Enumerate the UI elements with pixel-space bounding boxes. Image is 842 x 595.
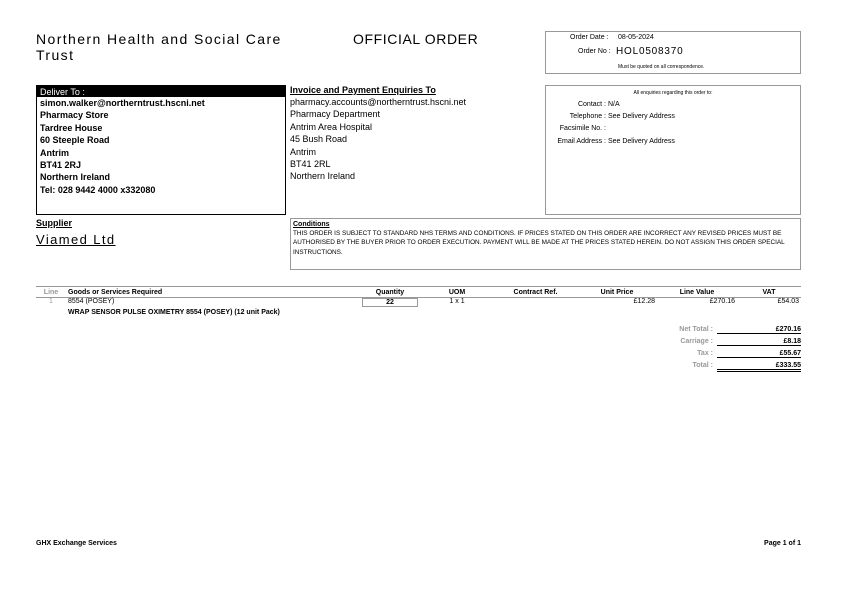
col-header-goods: Goods or Services Required <box>66 287 360 298</box>
total-value: £333.55 <box>717 362 801 372</box>
line-value-value: £270.16 <box>709 298 735 305</box>
table-row-description <box>36 309 801 320</box>
email-label: Email Address : <box>557 138 606 145</box>
carriage-row <box>640 338 801 348</box>
footer-service: GHX Exchange Services <box>36 540 117 547</box>
email-value: See Delivery Address <box>607 138 675 145</box>
tax-value: £55.67 <box>717 350 801 358</box>
conditions-heading: Conditions <box>293 221 330 228</box>
invoice-line: 45 Bush Road <box>290 134 348 145</box>
order-note: Must be quoted on all correspondence. <box>618 64 705 70</box>
net-total-row <box>640 326 801 336</box>
trust-name: Northern Health and Social Care Trust <box>36 31 282 63</box>
col-header-unit-price: Unit Price <box>577 287 657 298</box>
supplier-heading: Supplier <box>36 218 73 228</box>
page-number: Page 1 of 1 <box>764 540 801 547</box>
order-no-label: Order No : <box>578 48 611 55</box>
table-header-row <box>36 287 801 298</box>
contact-row <box>546 101 620 108</box>
deliver-line: Tardree House <box>40 122 103 133</box>
deliver-line: BT41 2RJ <box>40 160 82 171</box>
net-total-label: Net Total : <box>679 326 713 333</box>
deliver-phone: Tel: 028 9442 4000 x332080 <box>40 184 156 195</box>
uom-value: 1 x 1 <box>449 298 465 305</box>
empty-cell <box>36 309 66 320</box>
col-header-line-value: Line Value <box>657 287 737 298</box>
deliver-line: Northern Ireland <box>40 172 111 183</box>
conditions-text: THIS ORDER IS SUBJECT TO STANDARD NHS TERMS AND CONDITIONS. IF PRICES STATED ON THIS ORDER ARE INCORRECT ANY REVISED PRICES MUST BE AUTHORISED BY THE BUYER PRIOR TO ORDER EXECUTION. PAYMENT WILL BE MADE AT THE PRICES STATED HEREIN. DO NOT ASSIGN THIS ORDER SPECIAL INSTRUCTIONS. <box>293 230 785 256</box>
order-number: HOL0508370 <box>616 46 684 57</box>
deliver-to-box <box>36 85 286 215</box>
deliver-email: simon.walker@northerntrust.hscni.net <box>40 98 205 108</box>
telephone-value: See Delivery Address <box>607 113 675 120</box>
col-header-contract-ref: Contract Ref. <box>494 287 577 298</box>
deliver-line: 60 Steeple Road <box>40 135 110 146</box>
unit-price-value: £12.28 <box>633 298 655 305</box>
net-total-value: £270.16 <box>717 326 801 334</box>
facsimile-row <box>546 125 606 132</box>
invoice-heading: Invoice and Payment Enquiries To <box>290 85 436 95</box>
col-header-line: Line <box>36 287 66 298</box>
telephone-row <box>546 113 675 120</box>
enquiries-box <box>546 85 801 215</box>
order-info-box <box>545 31 801 74</box>
tax-row <box>640 350 801 360</box>
invoice-line: Northern Ireland <box>290 171 356 182</box>
invoice-line: BT41 2RL <box>290 159 331 170</box>
supplier-name: Viamed Ltd <box>36 232 116 247</box>
col-header-quantity: Quantity <box>360 287 420 298</box>
enquiries-note: All enquiries regarding this order to: <box>633 90 713 96</box>
carriage-value: £8.18 <box>717 338 801 346</box>
line-number: 1 <box>49 298 53 305</box>
telephone-label: Telephone : <box>569 113 606 120</box>
quantity-value: 22 <box>362 298 418 307</box>
goods-code: 8554 (POSEY) <box>68 298 115 305</box>
col-header-uom: UOM <box>420 287 494 298</box>
invoice-email: pharmacy.accounts@northerntrust.hscni.net <box>290 97 467 107</box>
order-date-label: Order Date : <box>570 34 609 41</box>
order-date: 08-05-2024 <box>618 34 654 41</box>
table-row <box>36 298 801 309</box>
contract-ref-value <box>494 298 577 309</box>
invoice-enquiries <box>290 85 545 215</box>
deliver-to-heading: Deliver To : <box>37 86 285 97</box>
invoice-line: Pharmacy Department <box>290 109 381 120</box>
conditions-box <box>290 218 801 270</box>
contact-label: Contact : <box>577 101 606 108</box>
col-header-vat: VAT <box>737 287 801 298</box>
order-lines-table <box>36 286 801 320</box>
deliver-line: Antrim <box>40 147 69 158</box>
contact-value: N/A <box>607 101 620 108</box>
vat-value: £54.03 <box>777 298 799 305</box>
invoice-line: Antrim Area Hospital <box>290 121 373 132</box>
goods-description: WRAP SENSOR PULSE OXIMETRY 8554 (POSEY) (12 unit Pack) <box>68 308 280 316</box>
tax-label: Tax : <box>697 350 713 357</box>
email-row <box>546 138 675 145</box>
invoice-line: Antrim <box>290 146 317 157</box>
total-label: Total : <box>692 362 713 369</box>
total-row <box>640 362 801 372</box>
carriage-label: Carriage : <box>680 338 713 345</box>
deliver-to-address <box>37 97 285 196</box>
deliver-line: Pharmacy Store <box>40 110 109 121</box>
document-title: OFFICIAL ORDER <box>353 31 479 47</box>
quantity-cell <box>360 298 420 309</box>
facsimile-label: Facsimile No. : <box>559 125 606 132</box>
